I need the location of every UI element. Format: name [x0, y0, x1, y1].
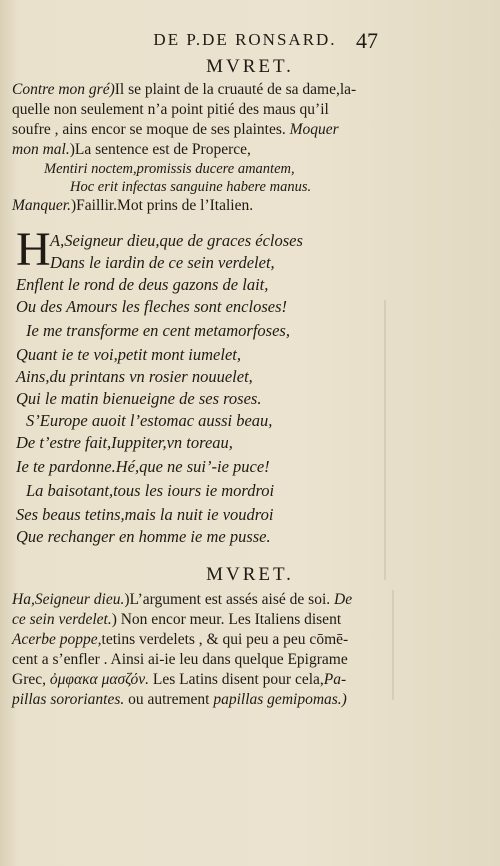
sonnet-line: Qui le matin bienueigne de ses roses. — [16, 389, 262, 408]
lemma: Moquer — [289, 121, 339, 138]
show-through-mark — [384, 300, 386, 580]
show-through-mark — [392, 590, 394, 700]
gloss-text: )Faillir.Mot prins de l’Italien. — [70, 197, 254, 214]
gloss-text: Grec, — [12, 671, 50, 688]
sonnet-line: Ie me transforme en cent metamorfoses, — [26, 321, 290, 340]
running-head: DE P.DE RONSARD. — [153, 30, 337, 49]
lemma: De — [334, 591, 353, 608]
commentary-line — [12, 196, 253, 216]
lemma: papillas gemipomas.) — [213, 691, 347, 708]
sonnet-line: Enflent le rond de deus gazons de lait, — [16, 275, 269, 294]
latin-quote-line: Hoc erit infectas sanguine habere manus. — [70, 179, 312, 195]
page-number: 47 — [356, 28, 378, 53]
muret-heading: MVRET. — [206, 564, 294, 585]
sonnet-line: S’Europe auoit l’estomac aussi beau, — [26, 411, 273, 430]
commentary-line — [12, 690, 347, 710]
lemma: mon mal. — [12, 141, 70, 158]
commentary-line — [12, 120, 339, 140]
sonnet-line: Dans le iardin de ce sein verdelet, — [50, 253, 275, 272]
lemma: Pa- — [323, 671, 347, 688]
lemma: Contre mon gré) — [12, 81, 115, 98]
gloss-text: tetins verdelets , & qui peu a peu cōmē- — [101, 631, 349, 648]
gloss-text: Il se plaint de la cruauté de sa dame,la- — [114, 81, 357, 98]
commentary-line — [12, 650, 348, 670]
gloss-text: )L’argument est assés aisé de soi. — [124, 591, 334, 608]
sonnet-line: De t’estre fait,Iuppiter,vn toreau, — [16, 433, 233, 452]
latin-quote-line: Mentiri noctem,promissis ducere amantem, — [44, 161, 295, 177]
sonnet-line: Quant ie te voi,petit mont iumelet, — [16, 345, 241, 364]
commentary-line — [12, 610, 341, 630]
muret-heading: MVRET. — [206, 56, 294, 77]
sonnet-line: Que rechanger en homme ie me pusse. — [16, 527, 271, 546]
sonnet-line: Ses beaus tetins,mais la nuit ie voudroi — [16, 505, 274, 524]
commentary-line — [12, 100, 329, 120]
gloss-text: cent a s’enfler . Ainsi ai-ie leu dans quelque Epigrame — [12, 651, 348, 668]
drop-cap: H — [16, 223, 51, 276]
gloss-text: Les Latins disent pour cela, — [149, 671, 324, 688]
lemma: ce sein verdelet. — [12, 611, 112, 628]
sonnet-line: Ie te pardonne.Hé,que ne sui’-ie puce! — [16, 457, 270, 476]
sonnet-line: Ains,du printans vn rosier nouuelet, — [16, 367, 253, 386]
gloss-text: )La sentence est de Properce, — [69, 141, 251, 158]
commentary-line — [12, 140, 251, 160]
commentary-line — [12, 630, 348, 650]
sonnet-line: Ou des Amours les fleches sont encloses! — [16, 297, 287, 316]
commentary-line — [12, 670, 346, 690]
gloss-text: quelle non seulement n’a point pitié des maus qu’il — [12, 101, 329, 118]
commentary-line — [12, 590, 352, 610]
commentary-line — [12, 80, 356, 100]
gloss-text: soufre , ains encor se moque de ses plaintes. — [12, 121, 290, 138]
lemma: Acerbe poppe, — [12, 631, 102, 648]
lemma: Manquer. — [12, 197, 71, 214]
lemma: pillas sororiantes. — [12, 691, 125, 708]
sonnet-line: La baisotant,tous les iours ie mordroi — [26, 481, 275, 500]
sonnet-line: A,Seigneur dieu,que de graces écloses — [50, 231, 303, 250]
lemma: Ha,Seigneur dieu. — [12, 591, 125, 608]
greek-quote: ὀμφακα μασζόν. — [49, 671, 150, 688]
gloss-text: ) Non encor meur. Les Italiens disent — [111, 611, 342, 628]
gloss-text: ou autrement — [124, 691, 214, 708]
